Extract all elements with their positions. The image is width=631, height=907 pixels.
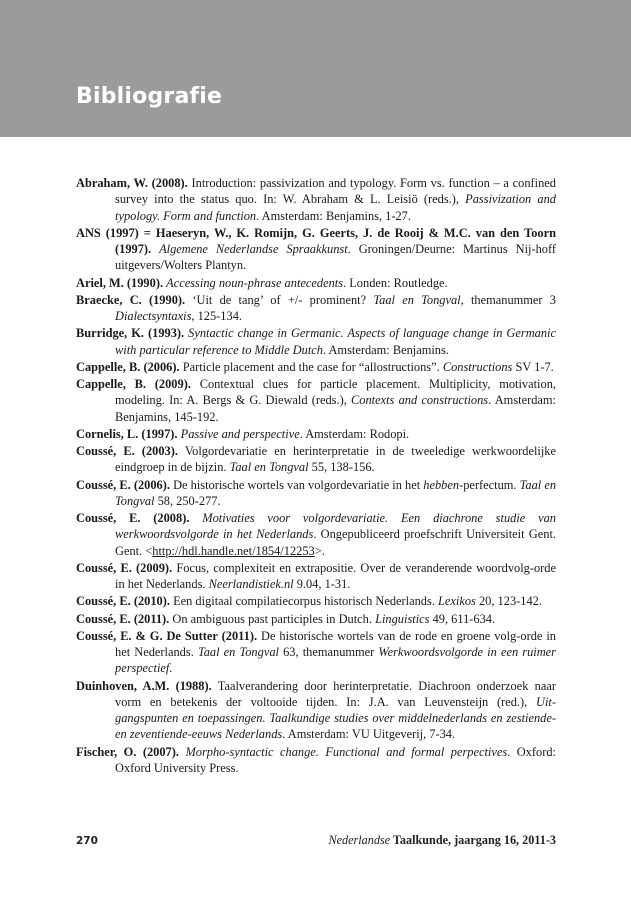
- entry-text: Contextual clues for particle placement. Multiplicity, motivation, modeling. In: A. Bergs & G. Diewald (reds.),: [115, 377, 556, 408]
- entry-title-italic: Morpho-syntactic change. Functional and formal perpectives: [185, 744, 508, 759]
- journal-name-italic: Nederlandse: [328, 833, 391, 847]
- bibliography-entry: [76, 225, 556, 274]
- entry-author: ANS (1997) = Haeseryn, W., K. Romijn, G. Geerts, J. de Rooij & M.C. van den Toorn (1997).: [76, 225, 556, 256]
- entry-author: Burridge, K. (1993).: [76, 326, 185, 341]
- entry-title-italic: Taal en Tongval,: [373, 292, 464, 307]
- bibliography-entry: [76, 560, 556, 593]
- entry-text: . Londen: Routledge.: [343, 275, 448, 290]
- entry-author: Coussé, E. & G. De Sutter (2011).: [76, 628, 258, 643]
- entry-title-italic: Syntactic change in Germanic. Aspects of language change in Germanic with particular reference to Middle Dutch: [115, 326, 556, 357]
- entry-title-italic: Uit-gangspunten en toepassingen. Taalkundige studies over middelnederlands en zestiende- en zeventiende-eeuws Nederlands: [115, 694, 556, 742]
- bibliography-entry: [76, 376, 556, 425]
- entry-author: Duinhoven, A.M. (1988).: [76, 678, 212, 693]
- entry-author: Coussé, E. (2010).: [76, 594, 170, 609]
- entry-author: Ariel, M. (1990).: [76, 275, 164, 290]
- entry-title-italic: Contexts and constructions: [351, 393, 489, 408]
- entry-text: On ambiguous past participles in Dutch.: [169, 611, 376, 626]
- bibliography-entry: [76, 628, 556, 677]
- journal-details: Taalkunde, jaargang 16, 2011-3: [390, 833, 556, 847]
- bibliography-entry: [76, 510, 556, 559]
- entry-url-link[interactable]: http://hdl.handle.net/1854/12253: [152, 543, 315, 558]
- entry-text: -perfectum.: [459, 477, 520, 492]
- entry-title-italic: hebben: [423, 477, 460, 492]
- entry-text: ‘Uit de tang’ of +/- prominent?: [185, 292, 374, 307]
- entry-author: Braecke, C. (1990).: [76, 292, 186, 307]
- entry-text: 9.04, 1-31.: [293, 577, 351, 591]
- entry-text: 63, themanummer: [278, 645, 379, 659]
- entry-author: Coussé, E. (2009).: [76, 560, 173, 575]
- entry-text: [151, 242, 159, 256]
- entry-author: Abraham, W. (2008).: [76, 176, 188, 190]
- entry-text: Particle placement and the case for “allostructions”.: [179, 359, 443, 374]
- entry-author: Coussé, E. (2006).: [76, 477, 170, 492]
- entry-text: Taalverandering door herinterpretatie. Diachroon onderzoek naar vorm en betekenis der voltooide tijden. In: J.A. van Leuvensteijn (red.),: [115, 678, 556, 709]
- bibliography-list: [76, 175, 556, 777]
- bibliography-entry: [76, 593, 556, 609]
- entry-text: Introduction: passivization and typology. Form vs. function – a confined survey into the status quo. In: W. Abraham & L. Leisiö (reds.),: [115, 176, 556, 207]
- page-number: 270: [76, 835, 98, 847]
- entry-title-italic: Accessing noun-phrase antecedents: [166, 275, 344, 290]
- entry-text: . Amsterdam: VU Uitgeverij, 7-34.: [282, 727, 456, 742]
- page-title: Bibliografie: [76, 84, 223, 109]
- header-band: [0, 0, 631, 137]
- entry-text: . Amsterdam: Benjamins, 1-27.: [256, 208, 411, 223]
- entry-text: . Amsterdam: Rodopi.: [299, 426, 410, 441]
- entry-text: De historische wortels van volgordevariatie in het: [169, 477, 424, 492]
- entry-text: 125-134.: [194, 309, 242, 323]
- entry-title-italic: Taal en Tongval: [229, 460, 309, 475]
- entry-text: 20, 123-142.: [475, 594, 542, 609]
- entry-text: >.: [314, 543, 325, 558]
- bibliography-entry: [76, 744, 556, 777]
- entry-author: Coussé, E. (2003).: [76, 444, 178, 458]
- entry-text: themanummer 3: [463, 292, 556, 307]
- bibliography-entry: [76, 426, 556, 442]
- entry-text: Een digitaal compilatiecorpus historisch Nederlands.: [169, 594, 439, 609]
- entry-text: Volgordevariatie en herinterpretatie in de tweeledige werkwoordelijke eindgroep in de bijzin.: [115, 444, 557, 475]
- entry-text: . Amsterdam: Benjamins, 145-192.: [115, 393, 556, 424]
- bibliography-entry: [76, 611, 556, 627]
- entry-title-italic: Taal en Tongval: [197, 645, 279, 659]
- entry-author: Coussé, E. (2011).: [76, 611, 170, 626]
- entry-title-italic: Constructions: [442, 359, 513, 374]
- bibliography-entry: [76, 275, 556, 291]
- entry-title-italic: Neerlandistiek.nl: [208, 577, 294, 591]
- bibliography-entry: [76, 292, 556, 325]
- entry-title-italic: Lexikos: [438, 594, 476, 609]
- entry-text: . Amsterdam: Benjamins.: [322, 342, 449, 357]
- entry-text: . Ongepubliceerd proefschrift Universiteit Gent. Gent. <: [115, 527, 556, 558]
- bibliography-entry: [76, 359, 556, 375]
- bibliography-entry: [76, 678, 556, 743]
- entry-text: . Oxford: Oxford University Press.: [115, 744, 556, 775]
- entry-author: Cappelle, B. (2009).: [76, 377, 191, 391]
- entry-author: Coussé, E. (2008).: [76, 511, 190, 525]
- entry-title-italic: Motivaties voor volgordevariatie. Een diachrone studie van werkwoordsvolgorde in het Nederlands: [115, 511, 556, 542]
- entry-text: [189, 511, 202, 525]
- entry-text: De historische wortels van de rode en groene volg-orde in het Nederlands.: [115, 628, 556, 659]
- entry-title-italic: Taal en Tongval: [115, 477, 557, 508]
- entry-title-italic: Dialectsyntaxis,: [115, 309, 195, 323]
- bibliography-entry: [76, 443, 556, 476]
- bibliography-entry: [76, 325, 556, 358]
- bibliography-entry: [76, 477, 556, 510]
- entry-text: Focus, complexiteit en extrapositie. Over de veranderende woordvolg-orde in het Nederlands.: [115, 560, 556, 591]
- entry-text: SV 1-7.: [512, 359, 554, 374]
- entry-title-italic: Linguistics: [375, 611, 430, 626]
- entry-author: Cornelis, L. (1997).: [76, 426, 178, 441]
- entry-title-italic: Algemene Nederlandse Spraakkunst: [159, 242, 348, 256]
- entry-title-italic: Werkwoordsvolgorde in een ruimer perspectief.: [115, 645, 557, 676]
- entry-author: Fischer, O. (2007).: [76, 744, 179, 759]
- entry-title-italic: Passive and perspective: [180, 426, 300, 441]
- entry-text: 49, 611-634.: [429, 611, 496, 626]
- entry-author: Cappelle, B. (2006).: [76, 359, 180, 374]
- entry-text: 55, 138-156.: [308, 460, 375, 475]
- entry-text: . Groningen/Deurne: Martinus Nij-hoff uitgevers/Wolters Plantyn.: [115, 242, 556, 273]
- entry-title-italic: Passivization and typology. Form and function: [115, 192, 556, 223]
- entry-text: 58, 250-277.: [154, 493, 221, 508]
- running-footer: [328, 833, 556, 848]
- bibliography-entry: [76, 175, 556, 224]
